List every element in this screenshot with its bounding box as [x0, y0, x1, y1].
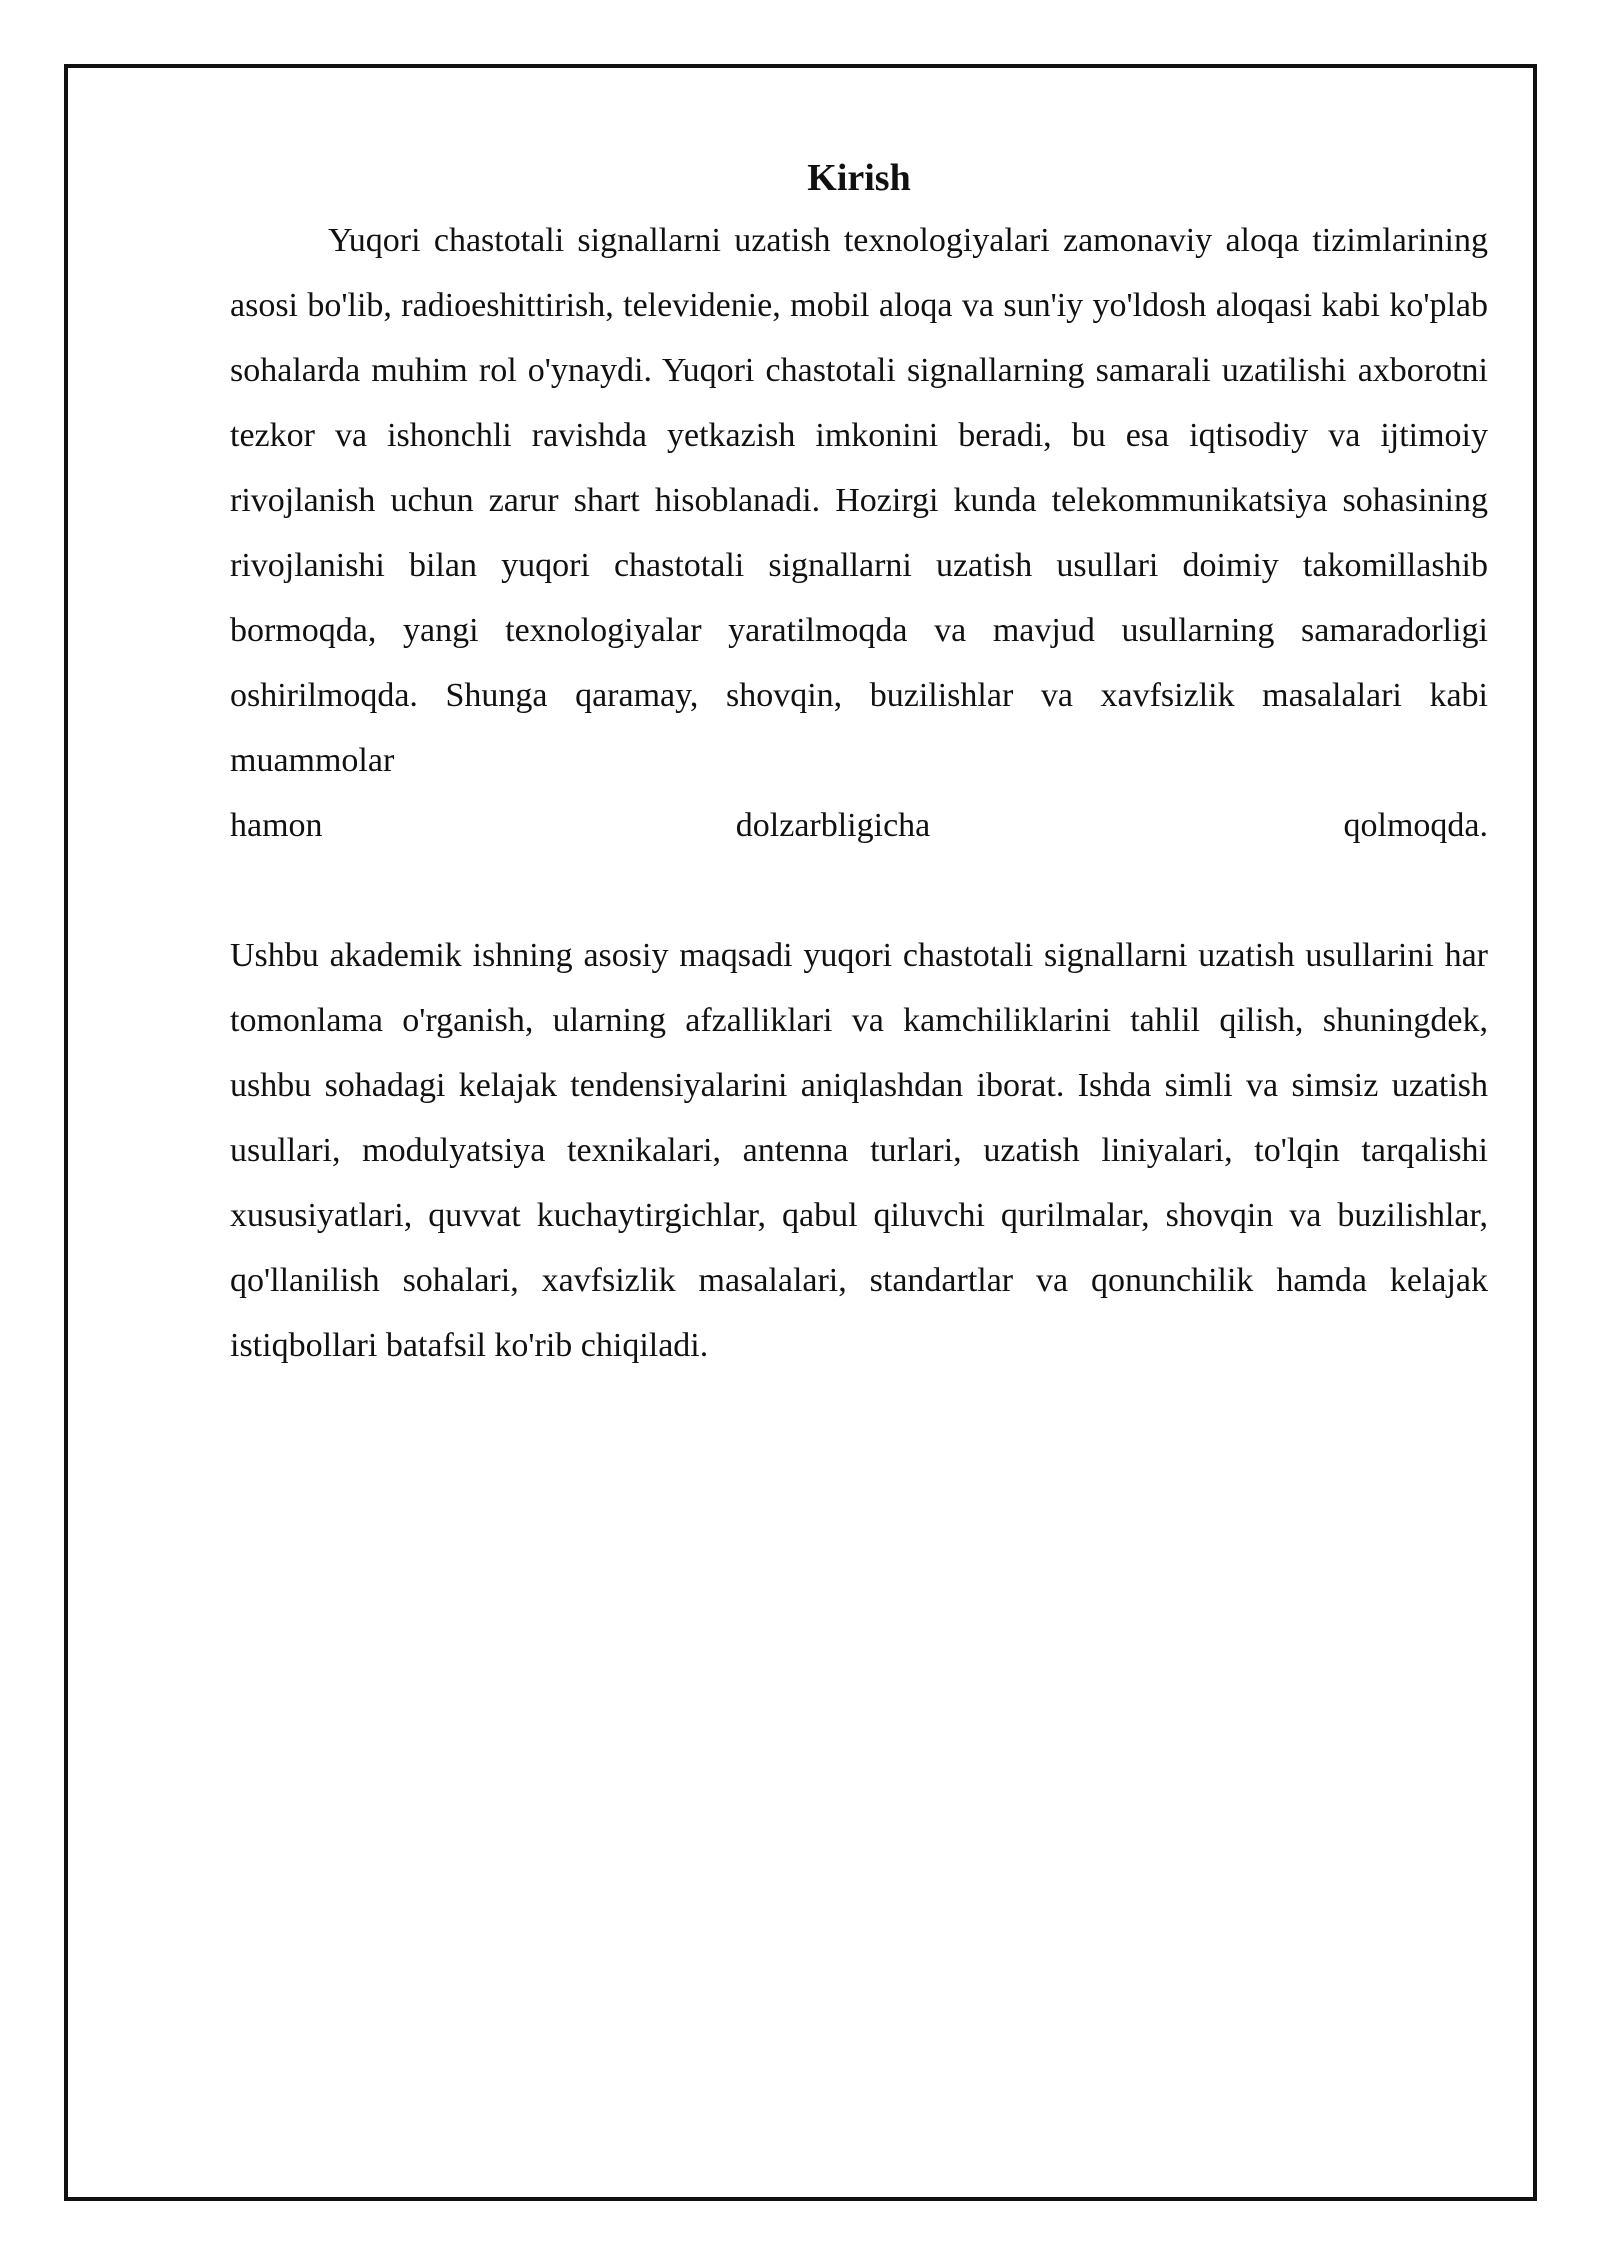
paragraph-gap — [230, 858, 1488, 923]
paragraph-purpose: Ushbu akademik ishning asosiy maqsadi yuqori chastotali signallarni uzatish usullarini har tomonlama o'rganish, ularning afzalliklari va kamchiliklarini tahlil qilish, shuningdek, ushbu sohadagi kelajak tendensiyalarini aniqlashdan iborat. Ishda simli va simsiz uzatish usullari, modulyatsiya texnikalari, antenna turlari, uzatish liniyalari, to'lqin tarqalishi xususiyatlari, quvvat kuchaytirgichlar, qabul qiluvchi qurilmalar, shovqin va buzilishlar, qo'llanilish sohalari, xavfsizlik masalalari, standartlar va qonunchilik hamda kelajak istiqbollari batafsil ko'rib chiqiladi. — [230, 937, 1488, 1364]
paragraph-intro: Yuqori chastotali signallarni uzatish texnologiyalari zamonaviy aloqa tizimlarining asosi bo'lib, radioeshittirish, televidenie, mobil aloqa va sun'iy yo'ldosh aloqasi kabi ko'plab sohalarda muhim rol o'ynaydi. Yuqori chastotali signallarning samarali uzatilishi axborotni tezkor va ishonchli ravishda yetkazish imkonini beradi, bu esa iqtisodiy va ijtimoiy rivojlanish uchun zarur shart hisoblanadi. Hozirgi kunda telekommunikatsiya sohasining rivojlanishi bilan yuqori chastotali signallarni uzatish usullari doimiy takomillashib bormoqda, yangi texnologiyalar yaratilmoqda va mavjud usullarning samaradorligi oshirilmoqda. Shunga qaramay, shovqin, buzilishlar va xavfsizlik masalalari kabi muammolar — [230, 222, 1488, 779]
document-body — [230, 148, 1488, 1378]
document-title: Kirish — [807, 157, 911, 199]
paragraph-intro-tail: hamon dolzarbligicha qolmoqda. — [230, 807, 1488, 844]
